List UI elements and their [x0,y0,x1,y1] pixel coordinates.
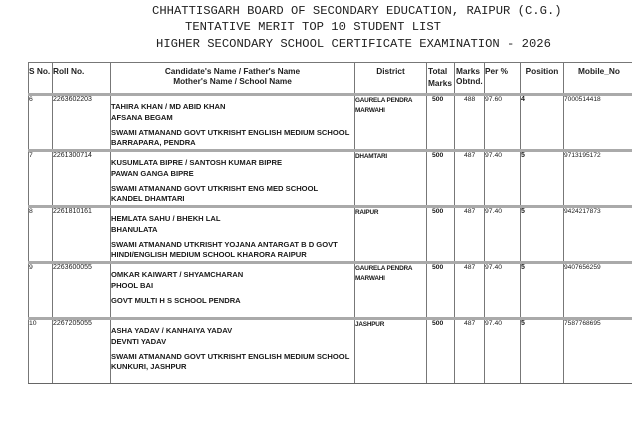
col-header-obtained-line2: Obtnd. [456,76,483,86]
cell-roll: 2263600055 [53,263,111,319]
candidate-father-name: HEMLATA SAHU / BHEKH LAL [111,214,221,223]
candidate-father-name: OMKAR KAIWART / SHYAMCHARAN [111,270,244,279]
col-header-mobile: Mobile_No [564,63,632,95]
merit-list-table [28,62,632,384]
table-row [29,207,632,263]
cell-district: RAIPUR [355,207,427,263]
cell-position: 5 [521,207,564,263]
cell-mobile: 7000514418 [564,95,632,151]
school-name: SWAMI ATMANAND GOVT UTKRISHT ENGLISH MEDIUM SCHOOL KUNKURI, JASHPUR [111,352,350,371]
cell-mobile: 7587768695 [564,319,632,384]
table-row [29,151,632,207]
col-header-name [111,63,355,95]
cell-marks-obtained: 487 [455,151,485,207]
cell-percent: 97.40 [485,263,521,319]
col-header-name-line2: Mother's Name / School Name [173,76,292,86]
list-title: TENTATIVE MERIT TOP 10 STUDENT LIST [185,20,441,34]
cell-roll: 2261300714 [53,151,111,207]
cell-position: 4 [521,95,564,151]
cell-total-marks: 500 [427,95,455,151]
table-row [29,95,632,151]
mother-name: DEVNTI YADAV [111,337,167,346]
school-name: SWAMI ATMANAND GOVT UTKRISHT ENG MED SCHOOL KANDEL DHAMTARI [111,184,319,203]
cell-roll: 2263602203 [53,95,111,151]
cell-percent: 97.40 [485,207,521,263]
table-header-row [29,63,632,95]
col-header-obtained-line1: Marks [456,66,480,76]
mother-name: AFSANA BEGAM [111,113,173,122]
board-title: CHHATTISGARH BOARD OF SECONDARY EDUCATION, RAIPUR (C.G.) [152,4,562,18]
mother-name: PHOOL BAI [111,281,154,290]
col-header-total-marks [427,63,455,95]
cell-name [111,263,355,319]
cell-sno: 10 [29,319,53,384]
col-header-position: Position [521,63,564,95]
col-header-roll: Roll No. [53,63,111,95]
col-header-marks-obtained [455,63,485,95]
cell-position: 5 [521,319,564,384]
cell-total-marks: 500 [427,319,455,384]
table-row [29,263,632,319]
cell-mobile: 9713195172 [564,151,632,207]
col-header-name-line1: Candidate's Name / Father's Name [164,66,301,76]
cell-district: GAURELA PENDRA MARWAHI [355,263,427,319]
cell-marks-obtained: 487 [455,207,485,263]
cell-district: DHAMTARI [355,151,427,207]
cell-roll: 2267205055 [53,319,111,384]
cell-mobile: 9424217873 [564,207,632,263]
candidate-father-name: KUSUMLATA BIPRE / SANTOSH KUMAR BIPRE [111,158,283,167]
cell-name [111,207,355,263]
cell-marks-obtained: 487 [455,319,485,384]
cell-district: JASHPUR [355,319,427,384]
col-header-district: District [355,63,427,95]
candidate-father-name: ASHA YADAV / KANHAIYA YADAV [111,326,233,335]
cell-sno: 6 [29,95,53,151]
cell-name [111,319,355,384]
school-name: GOVT MULTI H S SCHOOL PENDRA [111,296,241,305]
cell-name [111,151,355,207]
cell-percent: 97.40 [485,151,521,207]
school-name: SWAMI ATMANAND GOVT UTKRISHT ENGLISH MEDIUM SCHOOL BARRAPARA, PENDRA [111,128,350,147]
cell-sno: 9 [29,263,53,319]
cell-total-marks: 500 [427,207,455,263]
cell-position: 5 [521,151,564,207]
mother-name: BHANULATA [111,225,158,234]
cell-position: 5 [521,263,564,319]
cell-total-marks: 500 [427,151,455,207]
cell-marks-obtained: 488 [455,95,485,151]
candidate-father-name: TAHIRA KHAN / MD ABID KHAN [111,102,226,111]
table-row [29,319,632,384]
school-name: SWAMI ATMANAND UTKRISHT YOJANA ANTARGAT B D GOVT HINDI/ENGLISH MEDIUM SCHOOL KHARORA RAIPUR [111,240,338,259]
cell-name [111,95,355,151]
cell-district: GAURELA PENDRA MARWAHI [355,95,427,151]
cell-roll: 2261810161 [53,207,111,263]
col-header-total-line1: Total [428,66,448,76]
col-header-total-line2: Marks [428,78,452,88]
col-header-sno: S No. [29,63,53,95]
cell-percent: 97.40 [485,319,521,384]
cell-sno: 7 [29,151,53,207]
col-header-percent: Per % [485,63,521,95]
cell-mobile: 9407656259 [564,263,632,319]
mother-name: PAWAN GANGA BIPRE [111,169,194,178]
cell-total-marks: 500 [427,263,455,319]
cell-sno: 8 [29,207,53,263]
cell-percent: 97.60 [485,95,521,151]
exam-title: HIGHER SECONDARY SCHOOL CERTIFICATE EXAMINATION - 2026 [156,37,551,51]
cell-marks-obtained: 487 [455,263,485,319]
